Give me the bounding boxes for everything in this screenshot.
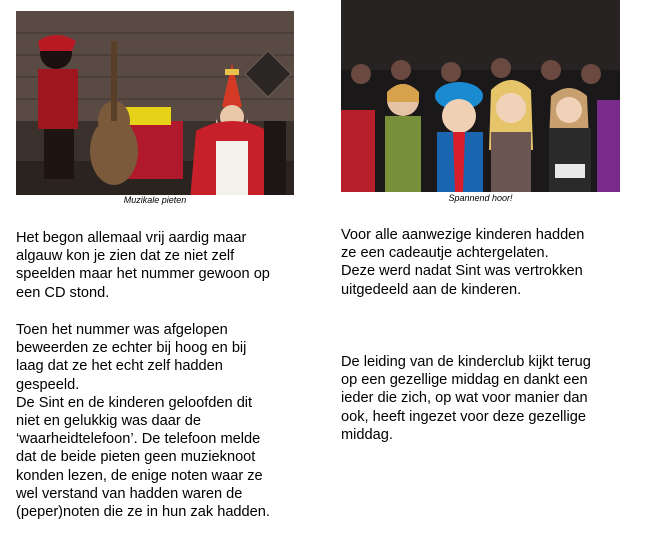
text-line: dat de beide pieten geen muzieknoot xyxy=(16,449,256,466)
text-line: De Sint en de kinderen geloofden dit xyxy=(16,394,253,411)
text-line: Het begon allemaal vrij aardig maar xyxy=(16,230,247,246)
text-line: algauw kon je zien dat ze niet zelf xyxy=(16,248,235,265)
left-paragraph-2 xyxy=(16,321,270,521)
text-line: uitgedeeld aan de kinderen. xyxy=(341,281,522,298)
text-line: een CD stond. xyxy=(16,284,110,301)
text-line: middag. xyxy=(341,426,393,443)
left-paragraph-1 xyxy=(16,229,270,302)
text-line: ze een cadeautje achtergelaten. xyxy=(341,245,549,262)
photo-muzikale-pieten xyxy=(16,11,294,195)
text-line: ieder die zich, op wat voor manier dan xyxy=(341,390,588,407)
text-line: (peper)noten die ze in hun zak hadden. xyxy=(16,504,270,521)
text-line: op een gezellige middag en dankt een xyxy=(341,372,588,389)
text-line: Toen het nummer was afgelopen xyxy=(16,322,228,338)
text-line: speelden maar het nummer gewoon op xyxy=(16,266,270,283)
text-line: konden lezen, de enige noten waar ze xyxy=(16,467,263,484)
text-line: ook, heeft ingezet voor deze gezellige xyxy=(341,408,587,425)
text-line: laag dat ze het echt zelf hadden xyxy=(16,358,223,375)
text-line: Deze werd nadat Sint was vertrokken xyxy=(341,263,583,280)
text-line: Voor alle aanwezige kinderen hadden xyxy=(341,227,585,243)
text-line: ‘waarheidtelefoon’. De telefoon melde xyxy=(16,431,261,448)
caption-spannend-hoor: Spannend hoor! xyxy=(448,193,513,203)
text-line: De leiding van de kinderclub kijkt terug xyxy=(341,354,591,370)
text-line: niet en gelukkig was daar de xyxy=(16,413,201,430)
photo-spannend-hoor xyxy=(341,0,620,192)
text-line: gespeeld. xyxy=(16,376,80,393)
right-paragraph-1 xyxy=(341,226,584,299)
right-paragraph-2 xyxy=(341,353,591,444)
caption-muzikale-pieten: Muzikale pieten xyxy=(123,195,187,205)
text-line: wel verstand van hadden waren de xyxy=(16,485,243,502)
text-line: beweerden ze echter bij hoog en bij xyxy=(16,340,247,357)
